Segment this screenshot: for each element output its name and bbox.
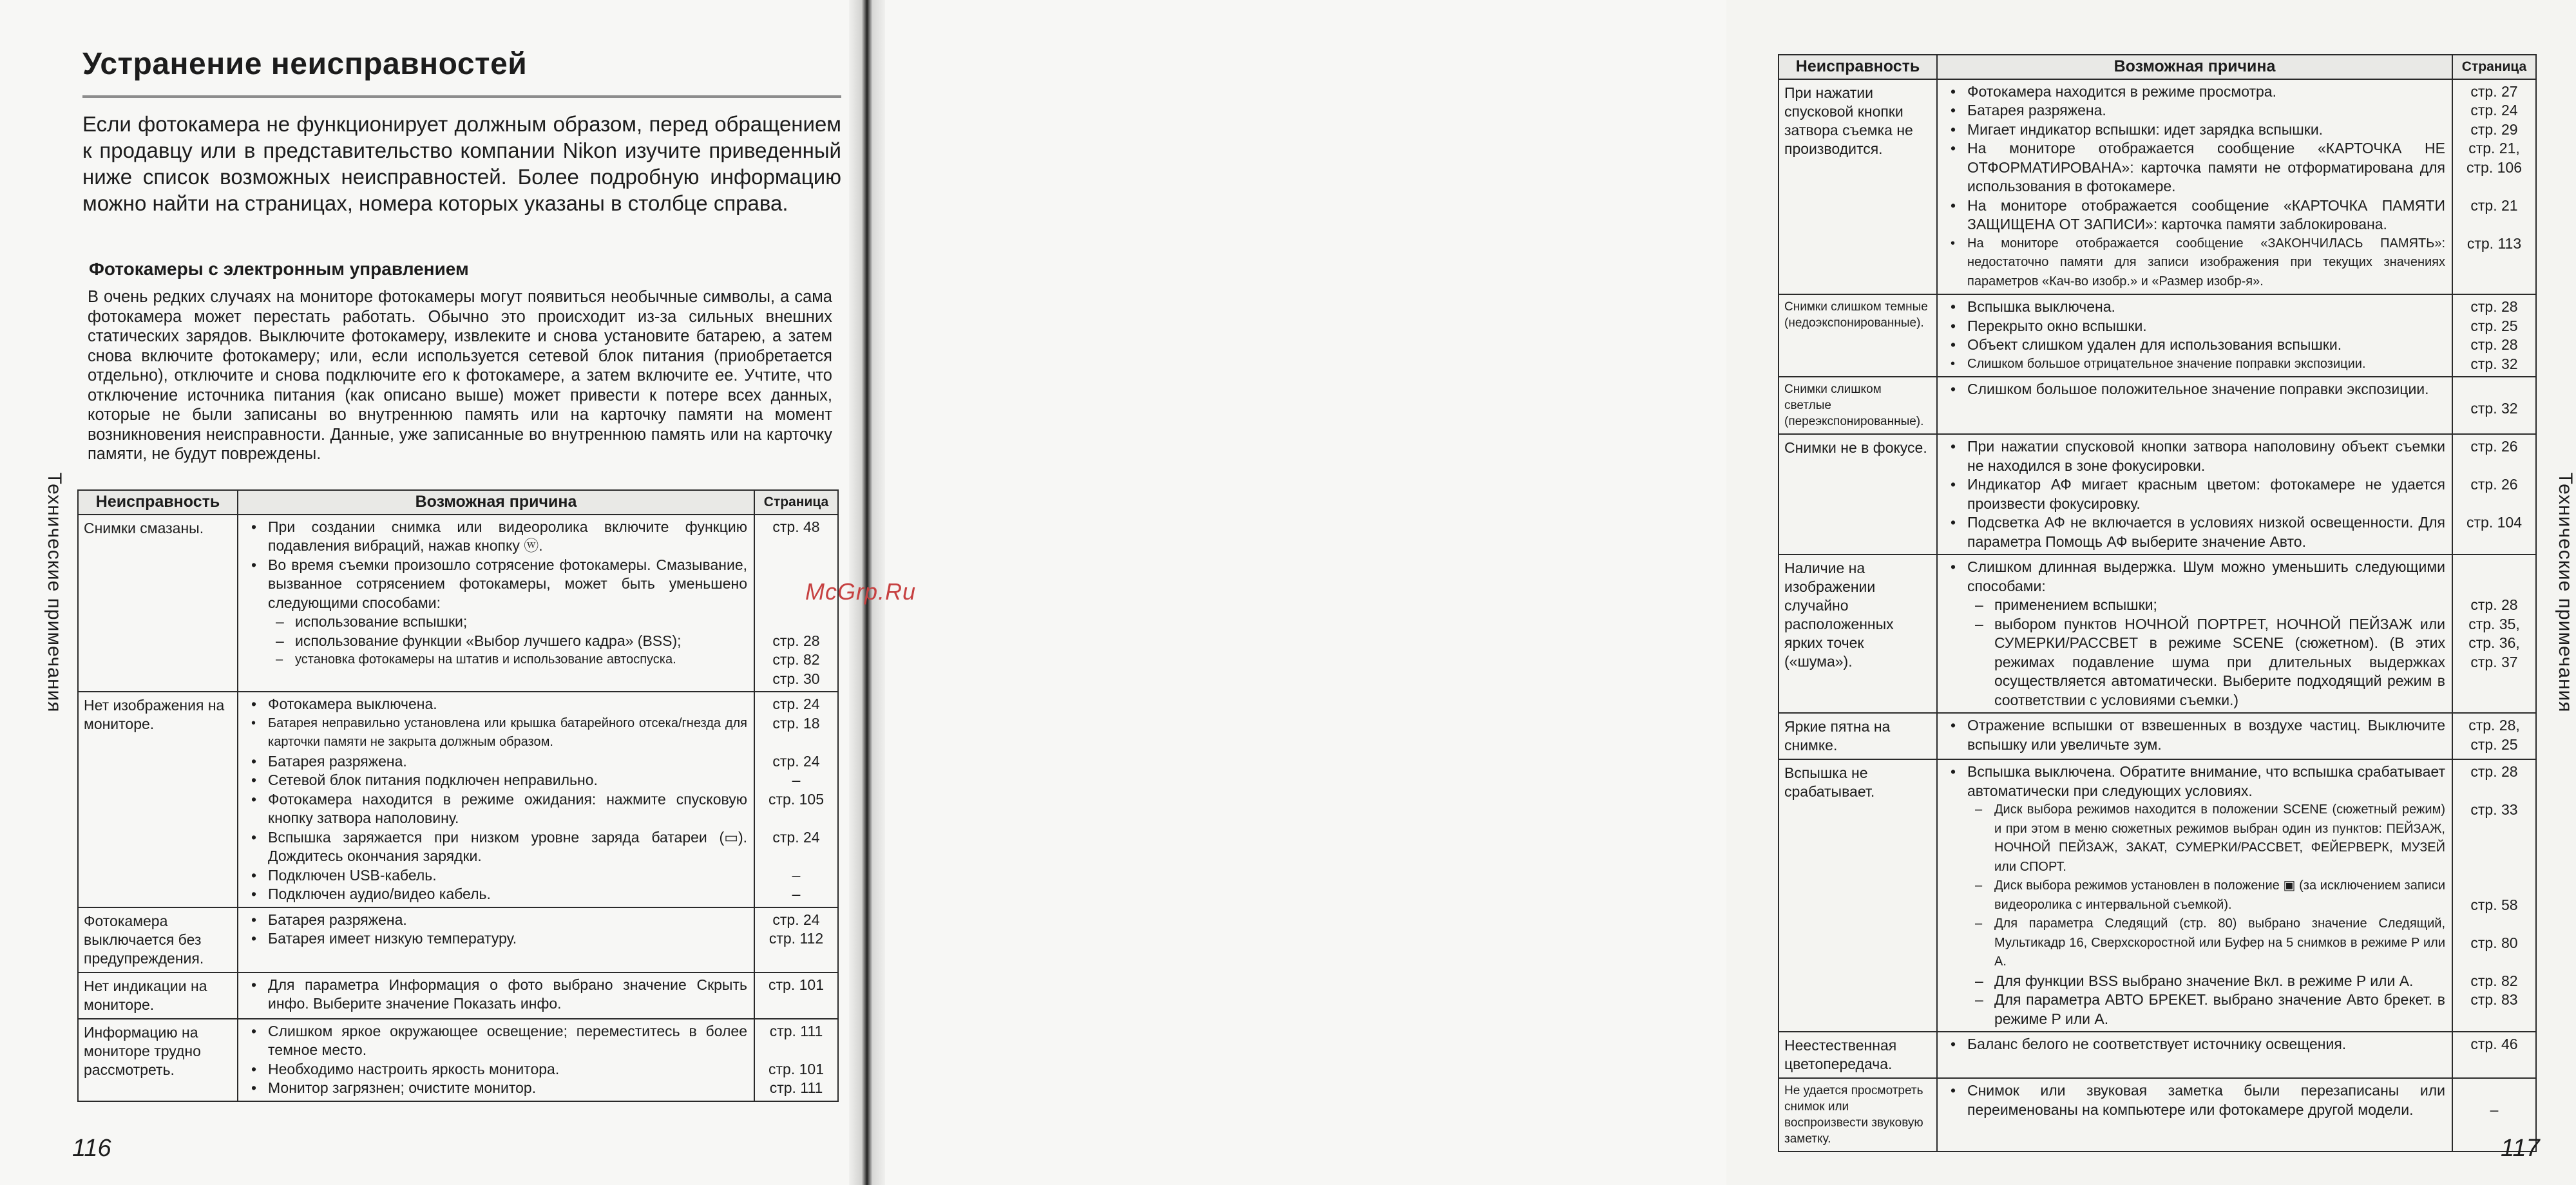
page-ref: стр. 28 xyxy=(2470,596,2518,613)
page-ref: стр. 24 xyxy=(772,911,820,928)
fault-cell: Яркие пятна на снимке. xyxy=(1779,713,1937,759)
cause-item: • Индикатор АФ мигает красным цветом: фотокамере не удается произвести фокусировку. xyxy=(1944,475,2445,513)
cause-list xyxy=(1944,716,2445,754)
page-ref: стр. 48 xyxy=(772,518,820,535)
page-ref xyxy=(758,1041,835,1060)
cause-list xyxy=(1944,82,2445,292)
page-ref: стр. 58 xyxy=(2470,896,2518,913)
cause-item: • На мониторе отображается сообщение «КАРТОЧКА НЕ ОТФОРМАТИРОВАНА»: карточка памяти не отформатирована для использования в фотокамере. xyxy=(1944,139,2445,196)
intro-paragraph: Если фотокамера не функционирует должным образом, перед обращением к продавцу или в представительство компании Nikon изучите приведенный ниже список возможных неисправностей. Более подробную информацию можно найти на страницах, номера которых указаны в столбце справа. xyxy=(82,112,841,215)
cause-item: • Фотокамера находится в режиме ожидания: нажмите спусковую кнопку затвора наполовину. xyxy=(245,790,747,828)
cause-item: • Батарея неправильно установлена или крышка батарейного отсека/гнезда для карточки памяти не закрыта должным образом. xyxy=(245,714,747,752)
cause-item: • Отражение вспышки от взвешенных в воздухе частиц. Выключите вспышку или увеличьте зум. xyxy=(1944,716,2445,754)
table-row xyxy=(1779,1032,2536,1078)
cause-item: • На мониторе отображается сообщение «ЗАКОНЧИЛАСЬ ПАМЯТЬ»: недостаточно памяти для записи изображения при текущих значениях параметров «Кач-во изобр.» и «Размер изобр-я». xyxy=(1944,234,2445,292)
cause-item: • Для параметра Информация о фото выбрано значение Скрыть инфо. Выберите значение Показать инфо. xyxy=(245,976,747,1014)
table-row xyxy=(78,972,838,1019)
cause-sub-item: – использование вспышки; xyxy=(245,612,747,632)
page-ref: стр. 46 xyxy=(2470,1036,2518,1052)
table-row xyxy=(1779,294,2536,377)
fault-cell: Неестественная цветопередача. xyxy=(1779,1032,1937,1078)
fault-cell: Снимки слишком темные (недоэкспонированные). xyxy=(1779,294,1937,377)
page-ref: стр. 112 xyxy=(768,930,824,947)
page-ref: стр. 28 xyxy=(2470,298,2518,315)
page-ref xyxy=(2456,839,2533,858)
cause-list xyxy=(245,695,747,904)
table-row xyxy=(1779,759,2536,1032)
page-ref: стр. 33 xyxy=(2470,801,2518,818)
page-ref: стр. 80 xyxy=(2470,934,2518,951)
cause-sub-item: – Диск выбора режимов установлен в положение ▣ (за исключением записи видеоролика с интервальной съемкой). xyxy=(1944,877,2445,915)
page-ref: стр. 24 xyxy=(772,828,820,846)
fault-cell: Снимки слишком светлые (переэкспонированные). xyxy=(1779,377,1937,434)
cause-sub-item: – установка фотокамеры на штатив и использование автоспуска. xyxy=(245,650,747,670)
page-ref: стр. 26 xyxy=(2470,438,2518,455)
table-row xyxy=(1779,377,2536,434)
cause-sub-item: – использование функции «Выбор лучшего кадра» (BSS); xyxy=(245,632,747,651)
cause-item: • Сетевой блок питания подключен неправильно. xyxy=(245,771,747,790)
page-ref: стр. 25 xyxy=(2470,317,2518,334)
page-ref: стр. 32 xyxy=(2470,355,2518,372)
table-row xyxy=(1779,713,2536,759)
table-body-left xyxy=(78,515,838,1101)
cause-list xyxy=(245,1022,747,1098)
fault-cell: Нет индикации на мониторе. xyxy=(78,972,238,1019)
page-ref xyxy=(2456,782,2533,801)
cause-sub-item: – Для параметра Следящий (стр. 80) выбрано значение Следящий, Мультикадр 16, Сверхскоростной или Буфер на 5 снимков в режиме P или A. xyxy=(1944,915,2445,972)
watermark: McGrp.Ru xyxy=(805,578,917,605)
page-ref: стр. 26 xyxy=(2470,476,2518,493)
cause-item: • Баланс белого не соответствует источнику освещения. xyxy=(1944,1035,2445,1054)
page-ref: стр. 113 xyxy=(2466,234,2522,252)
cause-item: • Снимок или звуковая заметка были перезаписаны или переименованы на компьютере или фотокамере другой модели. xyxy=(1944,1081,2445,1119)
cause-list xyxy=(1944,763,2445,1029)
page-ref: – xyxy=(2490,1101,2499,1118)
cause-cell xyxy=(1937,294,2452,377)
header-page: Страница xyxy=(754,490,838,515)
cause-item: • Мигает индикатор вспышки: идет зарядка вспышки. xyxy=(1944,120,2445,140)
page-ref: стр. 83 xyxy=(2470,991,2518,1008)
page-ref: стр. 27 xyxy=(2470,82,2518,100)
page-ref xyxy=(2456,953,2533,972)
page-cell xyxy=(754,1019,838,1101)
fault-cell: При нажатии спусковой кнопки затвора съемка не производится. xyxy=(1779,79,1937,295)
cause-cell xyxy=(238,515,754,692)
page-ref xyxy=(2456,858,2533,877)
page-ref: стр. 29 xyxy=(2470,120,2518,138)
page-number-right: 117 xyxy=(2501,1135,2540,1162)
page-cell xyxy=(754,692,838,907)
cause-cell xyxy=(238,1019,754,1101)
cause-cell xyxy=(1937,713,2452,759)
page-ref: – xyxy=(792,772,801,788)
cause-item: • Фотокамера находится в режиме просмотра. xyxy=(1944,82,2445,102)
cause-cell xyxy=(1937,79,2452,295)
page-ref xyxy=(758,847,835,866)
page-ref: стр. 28 xyxy=(2470,763,2518,780)
page-ref xyxy=(2456,215,2533,234)
page-ref: стр. 82 xyxy=(2470,972,2518,989)
fault-cell: Вспышка не срабатывает. xyxy=(1779,759,1937,1032)
page-cell xyxy=(2452,1032,2536,1078)
page-ref: стр. 36, xyxy=(2468,634,2520,651)
cause-item: • На мониторе отображается сообщение «КАРТОЧКА ПАМЯТИ ЗАЩИЩЕНА ОТ ЗАПИСИ»: карточка памяти заблокирована. xyxy=(1944,196,2445,234)
page-ref: стр. 24 xyxy=(2470,102,2518,118)
cause-cell xyxy=(1937,759,2452,1032)
page-ref: стр. 111 xyxy=(769,1079,823,1096)
table-row xyxy=(1779,1078,2536,1152)
cause-item: • Монитор загрязнен; очистите монитор. xyxy=(245,1079,747,1098)
cause-item: • Слишком длинная выдержка. Шум можно уменьшить следующими способами: xyxy=(1944,558,2445,596)
page-ref xyxy=(758,536,835,556)
page-ref: стр. 111 xyxy=(769,1022,823,1039)
cause-sub-item: – Для функции BSS выбрано значение Вкл. в режиме P или A. xyxy=(1944,972,2445,991)
page-ref: стр. 24 xyxy=(772,752,820,770)
page-ref: стр. 21, xyxy=(2468,140,2520,156)
header-fault: Неисправность xyxy=(78,490,238,515)
page-ref: стр. 24 xyxy=(772,696,820,712)
header-page: Страница xyxy=(2452,55,2536,79)
page-cell xyxy=(2452,434,2536,555)
cause-item: • Вспышка выключена. xyxy=(1944,298,2445,317)
cause-list xyxy=(1944,1035,2445,1054)
side-label-right: Технические примечания xyxy=(2555,472,2576,713)
table-row xyxy=(78,1019,838,1101)
fault-cell: Информацию на мониторе трудно рассмотреть. xyxy=(78,1019,238,1101)
page-ref xyxy=(2456,558,2533,577)
page-number-left: 116 xyxy=(72,1135,111,1162)
cause-sub-item: – выбором пунктов НОЧНОЙ ПОРТРЕТ, НОЧНОЙ ПЕЙЗАЖ или СУМЕРКИ/РАССВЕТ в режиме SCENE (сюжетном). (В этих режимах подавление шума при длительных выдержках осуществляется автоматически. Выберите подходящий режим в соответствии с условиями съемки.) xyxy=(1944,615,2445,710)
page-cell xyxy=(754,972,838,1019)
page-ref: стр. 25 xyxy=(2470,735,2518,753)
page-ref xyxy=(758,556,835,575)
cause-item: • Фотокамера выключена. xyxy=(245,695,747,714)
page-ref xyxy=(2456,495,2533,514)
cause-sub-item: – применением вспышки; xyxy=(1944,596,2445,615)
title-divider xyxy=(82,95,841,98)
table-row xyxy=(1779,79,2536,295)
page-ref: стр. 28 xyxy=(2470,336,2518,353)
page-ref xyxy=(2456,177,2533,196)
cause-list xyxy=(1944,380,2445,399)
section-paragraph: В очень редких случаях на мониторе фотокамеры могут появиться необычные символы, а сама фотокамера может перестать работать. Обычно это происходит из-за сильных внешних статических зарядов. Выключите фотокамеру, извлеките и снова установите батарею, а затем снова включите фотокамеру; или, если используется сетевой блок питания (приобретается отдельно), отключите и снова подключите его к фотокамере, а затем включите ее. Учтите, что отключение источника питания (как описано выше) может привести к потере всех данных, которые не были записаны во внутреннюю память или на карточку памяти на момент возникновения неисправности. Данные, уже записанные во внутреннюю память или на карточку памяти, не будут повреждены. xyxy=(88,288,832,463)
cause-list xyxy=(245,518,747,670)
fault-cell: Снимки не в фокусе. xyxy=(1779,434,1937,555)
header-cause: Возможная причина xyxy=(1937,55,2452,79)
page-ref: стр. 82 xyxy=(772,651,820,668)
page-ref xyxy=(2456,380,2533,399)
page-cell xyxy=(2452,759,2536,1032)
cause-item: • Подключен аудио/видео кабель. xyxy=(245,885,747,904)
page-cell xyxy=(2452,555,2536,713)
fault-cell: Наличие на изображении случайно расположенных ярких точек («шума»). xyxy=(1779,555,1937,713)
page-ref: – xyxy=(792,866,801,884)
cause-list xyxy=(1944,298,2445,374)
cause-item: • Перекрыто окно вспышки. xyxy=(1944,317,2445,336)
page-ref: стр. 105 xyxy=(768,790,824,808)
page-ref xyxy=(2456,820,2533,839)
cause-item: • Вспышка выключена. Обратите внимание, что вспышка срабатывает автоматически при следующих условиях. xyxy=(1944,763,2445,801)
cause-item: • Слишком большое положительное значение поправки экспозиции. xyxy=(1944,380,2445,399)
side-label-left: Технические примечания xyxy=(44,472,65,713)
cause-item: • Батарея имеет низкую температуру. xyxy=(245,929,747,949)
cause-cell xyxy=(1937,377,2452,434)
fault-cell: Нет изображения на мониторе. xyxy=(78,692,238,907)
table-row xyxy=(78,907,838,972)
table-row xyxy=(1779,434,2536,555)
page-ref: стр. 101 xyxy=(768,1060,824,1077)
cause-item: • Слишком большое отрицательное значение поправки экспозиции. xyxy=(1944,355,2445,374)
page-title: Устранение неисправностей xyxy=(82,47,528,81)
cause-item: • Вспышка заряжается при низком уровне заряда батареи (▭). Дождитесь окончания зарядки. xyxy=(245,828,747,866)
cause-sub-item: – Для параметра АВТО БРЕКЕТ. выбрано значение Авто брекет. в режиме P или A. xyxy=(1944,991,2445,1029)
table-row xyxy=(78,692,838,907)
section-heading: Фотокамеры с электронным управлением xyxy=(89,259,469,279)
cause-cell xyxy=(238,972,754,1019)
page-ref: стр. 32 xyxy=(2470,399,2518,417)
cause-item: • Подключен USB-кабель. xyxy=(245,866,747,886)
cause-item: • Подсветка АФ не включается в условиях низкой освещенности. Для параметра Помощь АФ выберите значение Авто. xyxy=(1944,513,2445,551)
page-ref xyxy=(2456,272,2533,292)
table-row xyxy=(78,515,838,692)
cause-list xyxy=(1944,558,2445,710)
cause-list xyxy=(245,911,747,949)
page-ref xyxy=(758,809,835,828)
fault-cell: Снимки смазаны. xyxy=(78,515,238,692)
cause-cell xyxy=(238,692,754,907)
page-ref xyxy=(2456,877,2533,896)
right-page xyxy=(867,0,2576,1185)
table-row xyxy=(1779,555,2536,713)
left-page xyxy=(0,0,861,1185)
page-ref: стр. 104 xyxy=(2466,514,2522,531)
cause-list xyxy=(245,976,747,1014)
cause-item: • Объект слишком удален для использования вспышки. xyxy=(1944,336,2445,355)
cause-item: • Во время съемки произошло сотрясение фотокамеры. Смазывание, вызванное сотрясением фотокамеры, может быть уменьшено следующими способами: xyxy=(245,556,747,613)
page-ref: стр. 37 xyxy=(2470,653,2518,670)
cause-item: • Слишком яркое окружающее освещение; переместитесь в более темное место. xyxy=(245,1022,747,1060)
page-cell xyxy=(754,907,838,972)
page-ref: – xyxy=(792,886,801,902)
page-ref xyxy=(758,612,835,632)
page-ref: стр. 28, xyxy=(2468,717,2520,734)
cause-cell xyxy=(1937,1078,2452,1152)
page-ref: стр. 18 xyxy=(772,714,820,732)
page-ref xyxy=(2456,457,2533,476)
troubleshooting-table-left xyxy=(77,489,839,1102)
cause-item: • Батарея разряжена. xyxy=(1944,101,2445,120)
page-cell xyxy=(2452,79,2536,295)
page-ref xyxy=(2456,253,2533,272)
page-ref xyxy=(758,733,835,752)
fault-cell: Фотокамера выключается без предупреждения. xyxy=(78,907,238,972)
page-ref: стр. 30 xyxy=(772,670,820,687)
header-cause: Возможная причина xyxy=(238,490,754,515)
cause-cell xyxy=(1937,1032,2452,1078)
page-cell xyxy=(2452,713,2536,759)
page-cell xyxy=(2452,294,2536,377)
page-ref: стр. 28 xyxy=(772,632,820,649)
cause-item: • При нажатии спусковой кнопки затвора наполовину объект съемки не находился в зоне фокусировки. xyxy=(1944,437,2445,475)
cause-cell xyxy=(1937,434,2452,555)
cause-item: • Батарея разряжена. xyxy=(245,752,747,772)
cause-cell xyxy=(238,907,754,972)
page-cell xyxy=(2452,377,2536,434)
cause-item: • Батарея разряжена. xyxy=(245,911,747,930)
page-ref: стр. 21 xyxy=(2470,196,2518,214)
header-fault: Неисправность xyxy=(1779,55,1937,79)
cause-item: • При создании снимка или видеоролика включите функцию подавления вибраций, нажав кнопку ⓦ. xyxy=(245,518,747,556)
cause-sub-item: – Диск выбора режимов находится в положении SCENE (сюжетный режим) и при этом в меню сюжетных режимов выбран один из пунктов: ПЕЙЗАЖ, НОЧНОЙ ПЕЙЗАЖ, ЗАКАТ, СУМЕРКИ/РАССВЕТ, ФЕЙЕРВЕРК, МУЗЕЙ или СПОРТ. xyxy=(1944,801,2445,877)
cause-cell xyxy=(1937,555,2452,713)
cause-list xyxy=(1944,1081,2445,1119)
page-ref: стр. 35, xyxy=(2468,615,2520,632)
troubleshooting-table-right xyxy=(1778,54,2537,1152)
cause-list xyxy=(1944,437,2445,551)
page-ref: стр. 106 xyxy=(2466,158,2522,176)
fault-cell: Не удается просмотреть снимок или воспроизвести звуковую заметку. xyxy=(1779,1078,1937,1152)
page-ref xyxy=(2456,577,2533,596)
page-ref: стр. 101 xyxy=(768,976,824,993)
page-ref xyxy=(2456,1081,2533,1101)
table-body-right xyxy=(1779,79,2536,1152)
page-ref xyxy=(2456,915,2533,934)
cause-item: • Необходимо настроить яркость монитора. xyxy=(245,1060,747,1079)
